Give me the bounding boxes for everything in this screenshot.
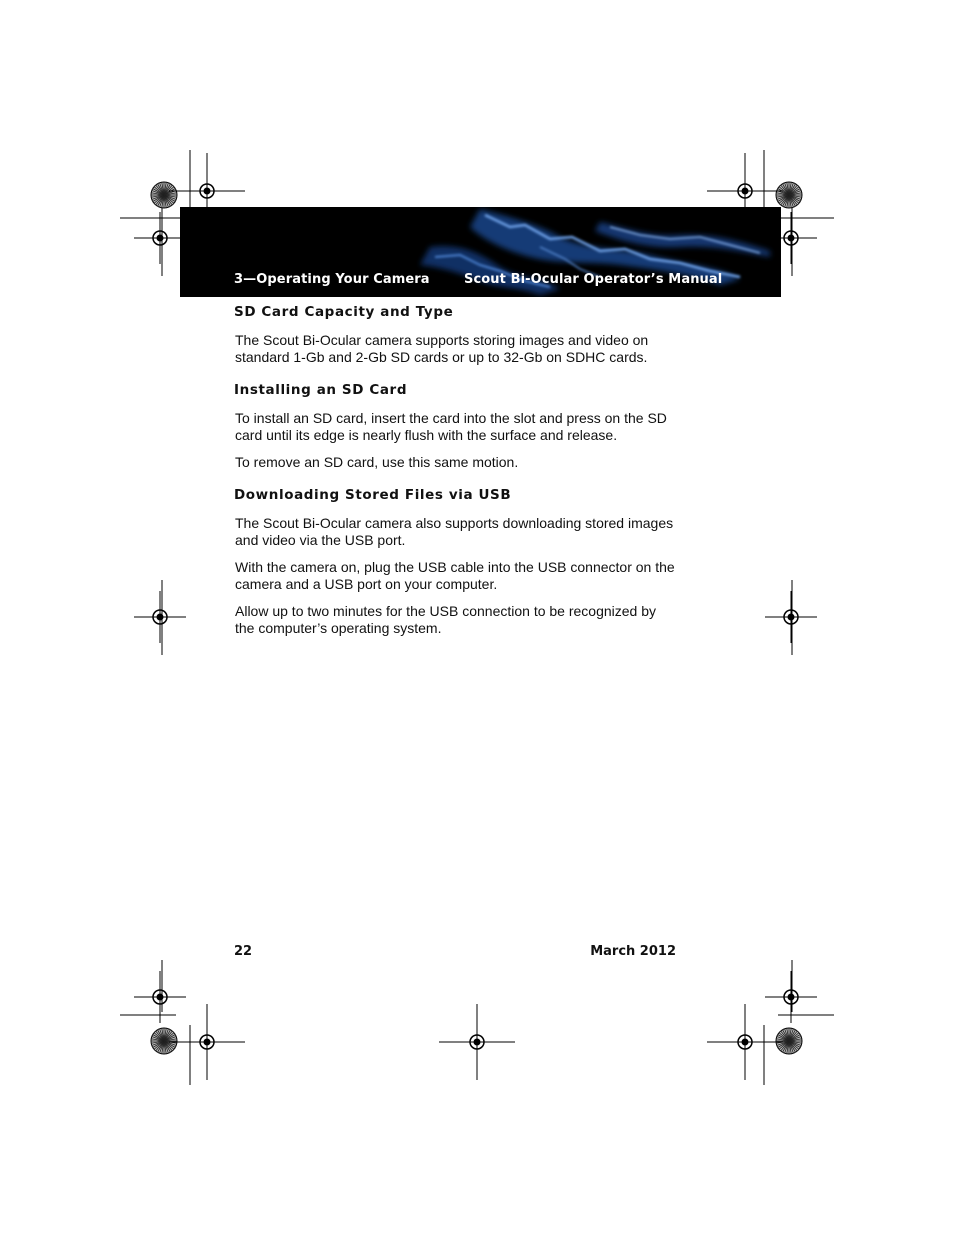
paragraph: To remove an SD card, use this same motion.	[235, 454, 519, 470]
header-manual-title: Scout Bi-Ocular Operator’s Manual	[464, 272, 723, 287]
paragraph: Allow up to two minutes for the USB connection to be recognized by the computer’s operating system.	[235, 603, 657, 636]
registration-target	[765, 591, 817, 643]
registration-target	[169, 1004, 245, 1080]
paragraph: The Scout Bi-Ocular camera supports storing images and video on standard 1-Gb and 2-Gb SD cards or up to 32-Gb on SDHC cards.	[235, 332, 649, 365]
section-heading-installing-sd: Installing an SD Card	[234, 382, 408, 398]
page-content	[234, 304, 679, 637]
registration-target	[707, 1004, 783, 1080]
section-heading-downloading-usb: Downloading Stored Files via USB	[234, 487, 512, 503]
paragraph: With the camera on, plug the USB cable into the USB connector on the camera and a USB port on your computer.	[235, 559, 675, 592]
registration-starburst	[776, 1028, 802, 1054]
page-number: 22	[234, 944, 253, 959]
paragraph: To install an SD card, insert the card into the slot and press on the SD card until its edge is nearly flush with the surface and release.	[235, 410, 667, 443]
registration-starburst	[151, 182, 177, 208]
registration-target	[134, 212, 186, 264]
registration-starburst	[151, 1028, 177, 1054]
section-heading-sd-capacity: SD Card Capacity and Type	[234, 304, 454, 320]
header-chapter-title: 3—Operating Your Camera	[234, 272, 430, 287]
footer-date: March 2012	[590, 944, 676, 959]
registration-target	[134, 591, 186, 643]
registration-starburst	[776, 182, 802, 208]
paragraph: The Scout Bi-Ocular camera also supports downloading stored images and video via the USB port.	[235, 515, 674, 548]
